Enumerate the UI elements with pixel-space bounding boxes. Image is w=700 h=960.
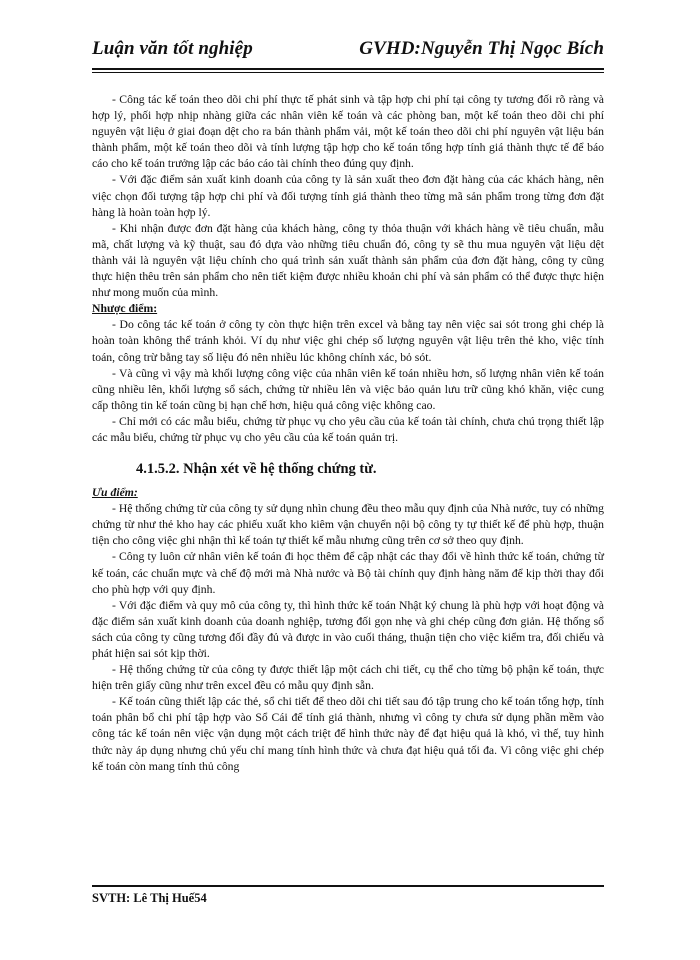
- paragraph: - Và cũng vì vậy mà khối lượng công việc của nhân viên kế toán nhiều hơn, số lượng nhân viên kế toán cũng nhiều lên, khối lượng sổ sách, chứng từ nhiều lên và việc bảo quản lưu trữ cũng khó khăn, việc cung cấp thông tin kế toán cũng bị hạn chế hơn, hiệu quả công việc không cao.: [92, 366, 604, 412]
- paragraph: - Khi nhận được đơn đặt hàng của khách hàng, công ty thỏa thuận với khách hàng về tiêu chuẩn, mẫu mã, chất lượng và kỹ thuật, sau đó dựa vào những tiêu chuẩn đó, công ty sẽ thu mua nguyên vật liệu dệt thành vải là nguyên vật liệu chính cho quá trình sản xuất thành sản phẩm của đơn đặt hàng, công ty cũng thực hiện thêu trên sản phẩm cho nên tiết kiệm được nhiều khoản chi phí và sản phẩm có thể được thực hiện như mong muốn của mình.: [92, 221, 604, 300]
- page-header: [92, 38, 604, 60]
- paragraph: - Với đặc điểm và quy mô của công ty, thì hình thức kế toán Nhật ký chung là phù hợp với hoạt động và đặc điểm sản xuất kinh doanh của doanh nghiệp, tương đối gọn nhẹ và ghi chép cũng đơn giản. Hệ thống sổ sách của công ty cũng tương đối đầy đủ và được in vào cuối tháng, thuận tiện cho việc kiểm tra, đối chiếu và phát hiện sai sót kịp thời.: [92, 598, 604, 660]
- paragraph: - Chỉ mới có các mẫu biểu, chứng từ phục vụ cho yêu cầu của kế toán tài chính, chưa chú trọng thiết lập các mẫu biểu, chứng từ phục vụ cho yêu cầu của kế toán quản trị.: [92, 414, 604, 444]
- paragraph: - Hệ thống chứng từ của công ty được thiết lập một cách chi tiết, cụ thể cho từng bộ phận kế toán, thực hiện trên giấy cũng như trên excel đều có mẫu quy định sẵn.: [92, 663, 604, 693]
- paragraph: - Công ty luôn cử nhân viên kế toán đi học thêm để cập nhật các thay đổi về hình thức kế toán, chứng từ kế toán, các chuẩn mực và chế độ mới mà Nhà nước và Bộ tài chính quy định hàng năm để kịp thời thay đổi cho phù hợp với quy định.: [92, 550, 604, 596]
- subheading-advantages: Ưu điểm:: [92, 486, 138, 500]
- header-advisor: GVHD:Nguyễn Thị Ngọc Bích: [359, 38, 604, 59]
- subheading-disadvantages: Nhược điểm:: [92, 302, 158, 316]
- paragraph: - Với đặc điểm sản xuất kinh doanh của công ty là sản xuất theo đơn đặt hàng của các khách hàng, nên việc chọn đối tượng tập hợp chi phí và đối tượng tính giá thành theo từng mã sản phẩm trong từng đơn đặt hàng là hoàn toàn hợp lý.: [92, 173, 604, 219]
- header-rule-thick: [92, 68, 604, 70]
- footer-rule: [92, 885, 604, 887]
- document-body: [92, 92, 604, 775]
- header-rule-thin: [92, 72, 604, 73]
- paragraph: - Công tác kế toán theo dõi chi phí thực tế phát sinh và tập hợp chi phí tại công ty tương đối rõ ràng và hợp lý, phối hợp nhịp nhàng giữa các nhân viên kế toán và các phòng ban, một kế toán theo dõi chi phí nguyên vật liệu ở giai đoạn dệt cho ra bán thành phẩm vải, một kế toán theo dõi chi phí nguyên vật liệu bán thành phẩm, một kế toán theo dõi và tính lượng tập hợp cho kế toán tổng hợp tính giá thành thực tế để báo cáo cho kế toán trưởng lập các báo cáo tài chính theo đúng quy định.: [92, 93, 604, 171]
- paragraph: - Do công tác kế toán ở công ty còn thực hiện trên excel và bằng tay nên việc sai sót trong ghi chép là hoàn toàn không thể tránh khỏi. Ví dụ như việc ghi chép số lượng nguyên vật liệu trên thẻ kho, việc tính toán, công trừ bằng tay số liệu đó nên nhiều lúc không chính xác, bỏ sót.: [92, 318, 604, 364]
- page-footer: SVTH: Lê Thị Huế54: [92, 891, 207, 905]
- paragraph: - Hệ thống chứng từ của công ty sử dụng nhìn chung đều theo mẫu quy định của Nhà nước, tuy có những chứng từ như thẻ kho hay các phiếu xuất kho kiêm vận chuyển nội bộ công ty tự thiết kế để phù hợp, thuận tiện cho công việc ghi nhận thì kế toán tự thiết kế mẫu nhưng cũng trên cơ sở theo quy định.: [92, 502, 604, 548]
- header-title: Luận văn tốt nghiệp: [92, 38, 253, 59]
- section-heading: 4.1.5.2. Nhận xét về hệ thống chứng từ.: [136, 461, 377, 478]
- paragraph: - Kế toán cũng thiết lập các thẻ, sổ chi tiết để theo dõi chi tiết sau đó tập trung cho kế toán tổng hợp, tính toán phân bổ chi phí tập hợp vào Sổ Cái để tính giá thành, nhưng vì công ty chưa sử dụng phần mềm vào công tác kế toán nên việc vận dụng một cách triệt để hình thức này để đạt hiệu quả là khó, vì thế, tuy hình thức này áp dụng nhưng chủ yếu chỉ mang tính hình thức và chưa đạt hiệu quả tối đa. Vì công việc ghi chép kế toán còn mang tính thủ công: [92, 695, 604, 773]
